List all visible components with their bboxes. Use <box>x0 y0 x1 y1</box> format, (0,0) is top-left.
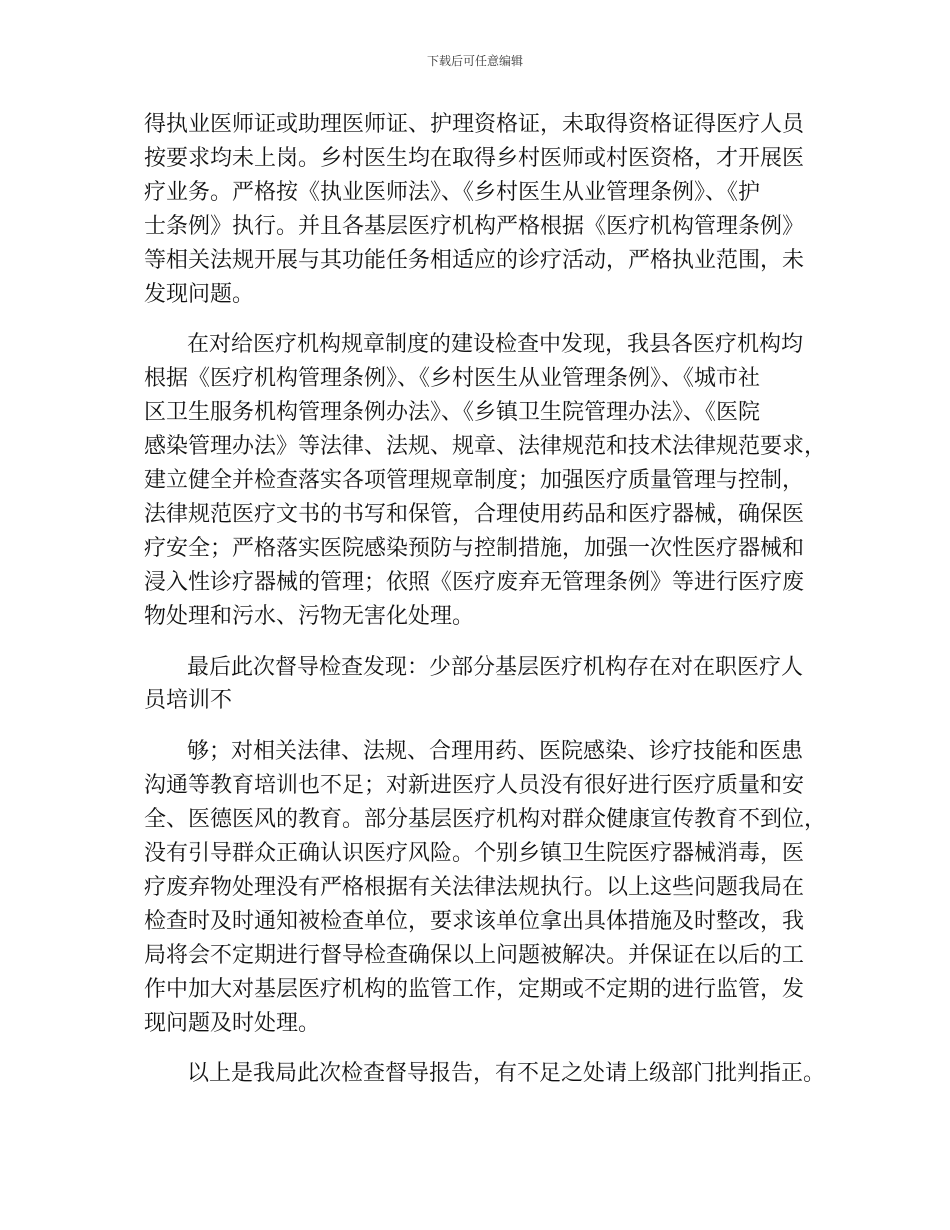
text-line: 没有引导群众正确认识医疗风险。个别乡镇卫生院医疗器械消毒，医 <box>144 841 805 866</box>
text-line: 根据《医疗机构管理条例》、《乡村医生从业管理条例》、《城市社 <box>144 366 761 391</box>
page-header: 下载后可任意编辑 <box>426 54 523 68</box>
text-line: 在对给医疗机构规章制度的建设检查中发现，我县各医疗机构均 <box>187 332 804 357</box>
text-line: 法律规范医疗文书的书写和保管，合理使用药品和医疗器械，确保医 <box>144 502 805 527</box>
text-line: 疗业务。严格按《执业医师法》、《乡村医生从业管理条例》、《护 <box>144 180 761 205</box>
text-line: 以上是我局此次检查督导报告，有不足之处请上级部门批判指正。 <box>187 1061 826 1086</box>
text-line: 发现问题。 <box>144 282 255 307</box>
text-line: 沟通等教育培训也不足；对新进医疗人员没有很好进行医疗质量和安 <box>144 773 805 798</box>
text-line: 感染管理办法》等法律、法规、规章、法律规范和技术法律规范要求， <box>144 434 827 459</box>
text-line: 等相关法规开展与其功能任务相适应的诊疗活动，严格执业范围，未 <box>144 248 805 273</box>
text-line: 作中加大对基层医疗机构的监管工作，定期或不定期的进行监管，发 <box>144 977 805 1002</box>
text-line: 疗废弃物处理没有严格根据有关法律法规执行。以上这些问题我局在 <box>144 875 805 900</box>
text-line: 建立健全并检查落实各项管理规章制度；加强医疗质量管理与控制， <box>144 468 805 493</box>
text-line: 员培训不 <box>144 688 233 713</box>
text-line: 检查时及时通知被检查单位，要求该单位拿出具体措施及时整改，我 <box>144 909 805 934</box>
text-line: 现问题及时处理。 <box>144 1011 321 1036</box>
text-line: 士条例》执行。并且各基层医疗机构严格根据《医疗机构管理条例》 <box>144 214 805 239</box>
text-line: 按要求均未上岗。乡村医生均在取得乡村医师或村医资格，才开展医 <box>144 146 805 171</box>
text-line: 浸入性诊疗器械的管理；依照《医疗废弃无管理条例》等进行医疗废 <box>144 570 805 595</box>
text-line: 得执业医师证或助理医师证、护理资格证，未取得资格证得医疗人员 <box>144 112 805 137</box>
text-line: 局将会不定期进行督导检查确保以上问题被解决。并保证在以后的工 <box>144 943 805 968</box>
text-line: 全、医德医风的教育。部分基层医疗机构对群众健康宣传教育不到位， <box>144 807 827 832</box>
text-line: 疗安全；严格落实医院感染预防与控制措施，加强一次性医疗器械和 <box>144 536 805 561</box>
text-line: 物处理和污水、污物无害化处理。 <box>144 604 475 629</box>
text-line: 够；对相关法律、法规、合理用药、医院感染、诊疗技能和医患 <box>187 739 804 764</box>
text-line: 最后此次督导检查发现：少部分基层医疗机构存在对在职医疗人 <box>187 655 804 680</box>
text-line: 区卫生服务机构管理条例办法》、《乡镇卫生院管理办法》、《医院 <box>144 400 761 425</box>
